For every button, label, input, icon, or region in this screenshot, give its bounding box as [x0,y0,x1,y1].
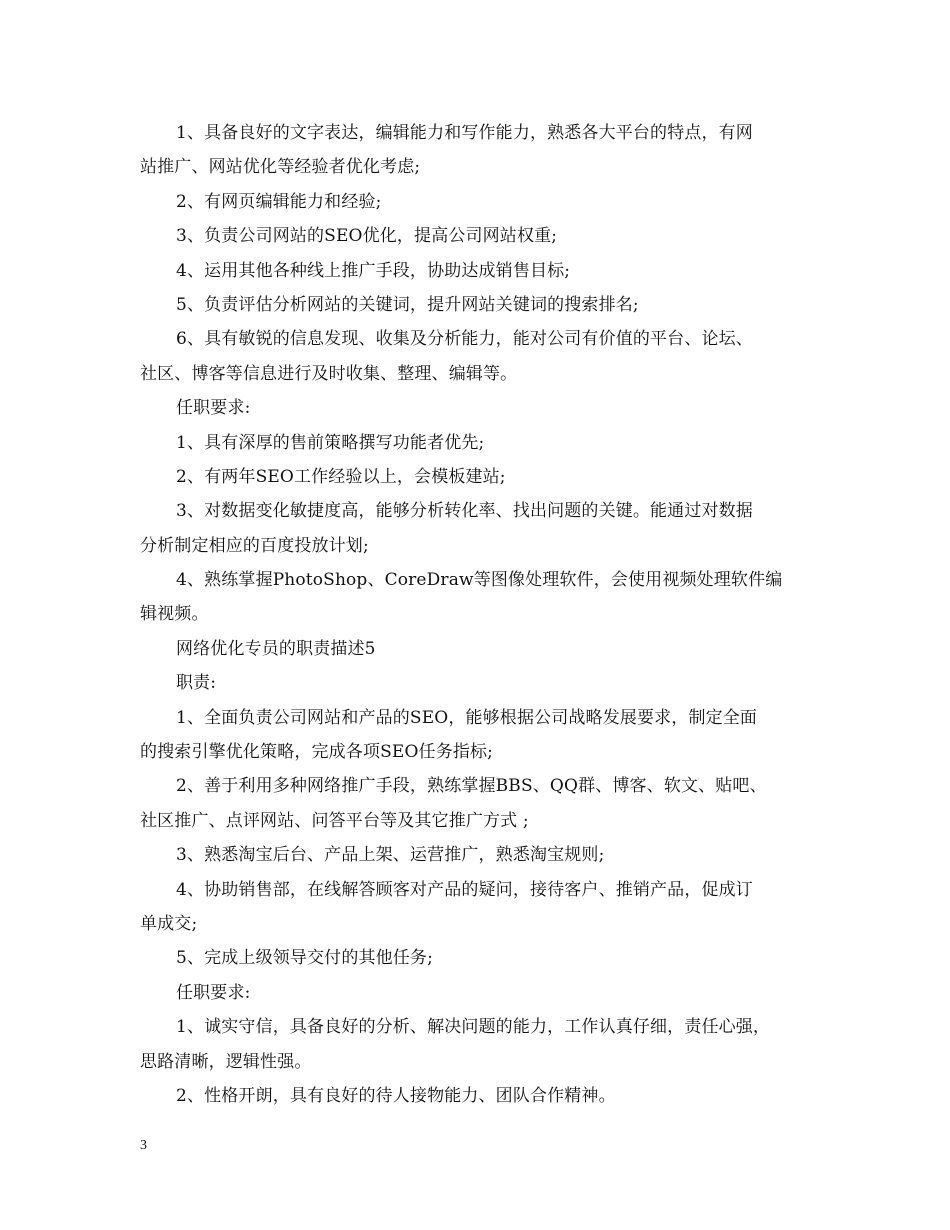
text-line: 的搜索引擎优化策略，完成各项SEO任务指标; [140,742,494,763]
text-line: 3、熟悉淘宝后台、产品上架、运营推广，熟悉淘宝规则; [176,845,605,866]
text-line: 2、有两年SEO工作经验以上，会模板建站; [176,466,506,487]
section-title: 网络优化专员的职责描述5 [176,638,376,659]
section-heading: 任职要求: [176,982,251,1003]
text-line: 1、具有深厚的售前策略撰写功能者优先; [176,432,485,453]
text-line: 3、负责公司网站的SEO优化，提高公司网站权重; [176,226,558,247]
text-line: 2、善于利用多种网络推广手段，熟练掌握BBS、QQ群、博客、软文、贴吧、 [176,776,767,797]
text-line: 1、诚实守信，具备良好的分析、解决问题的能力，工作认真仔细，责任心强， [176,1017,771,1038]
text-line: 辑视频。 [140,604,209,625]
text-line: 单成交; [140,913,198,934]
text-line: 思路清晰，逻辑性强。 [140,1051,312,1072]
text-line: 站推广、网站优化等经验者优化考虑; [140,157,421,178]
text-line: 社区推广、点评网站、问答平台等及其它推广方式 ; [140,810,529,831]
text-line: 4、协助销售部，在线解答顾客对产品的疑问，接待客户、推销产品，促成订 [176,879,753,900]
text-line: 2、有网页编辑能力和经验; [176,191,382,212]
text-line: 1、具备良好的文字表达，编辑能力和写作能力，熟悉各大平台的特点，有网 [176,123,753,143]
text-line: 4、熟练掌握PhotoShop、CoreDraw等图像处理软件，会使用视频处理软件编 [176,570,783,591]
page-number: 3 [140,1138,147,1153]
text-line: 5、负责评估分析网站的关键词，提升网站关键词的搜索排名; [176,294,639,315]
text-line: 5、完成上级领导交付的其他任务; [176,948,433,969]
text-line: 分析制定相应的百度投放计划; [140,535,369,556]
section-heading: 任职要求: [176,398,251,419]
text-line: 4、运用其他各种线上推广手段，协助达成销售目标; [176,260,571,281]
text-line: 2、性格开朗，具有良好的待人接物能力、团队合作精神。 [176,1085,616,1106]
document-body [140,116,830,1113]
text-line: 社区、博客等信息进行及时收集、整理、编辑等。 [140,363,518,384]
text-line: 1、全面负责公司网站和产品的SEO，能够根据公司战略发展要求，制定全面 [176,707,758,728]
section-heading: 职责: [176,673,217,694]
text-line: 3、对数据变化敏捷度高，能够分析转化率、找出问题的关键。能通过对数据 [176,501,753,522]
text-line: 6、具有敏锐的信息发现、收集及分析能力，能对公司有价值的平台、论坛、 [176,329,753,350]
